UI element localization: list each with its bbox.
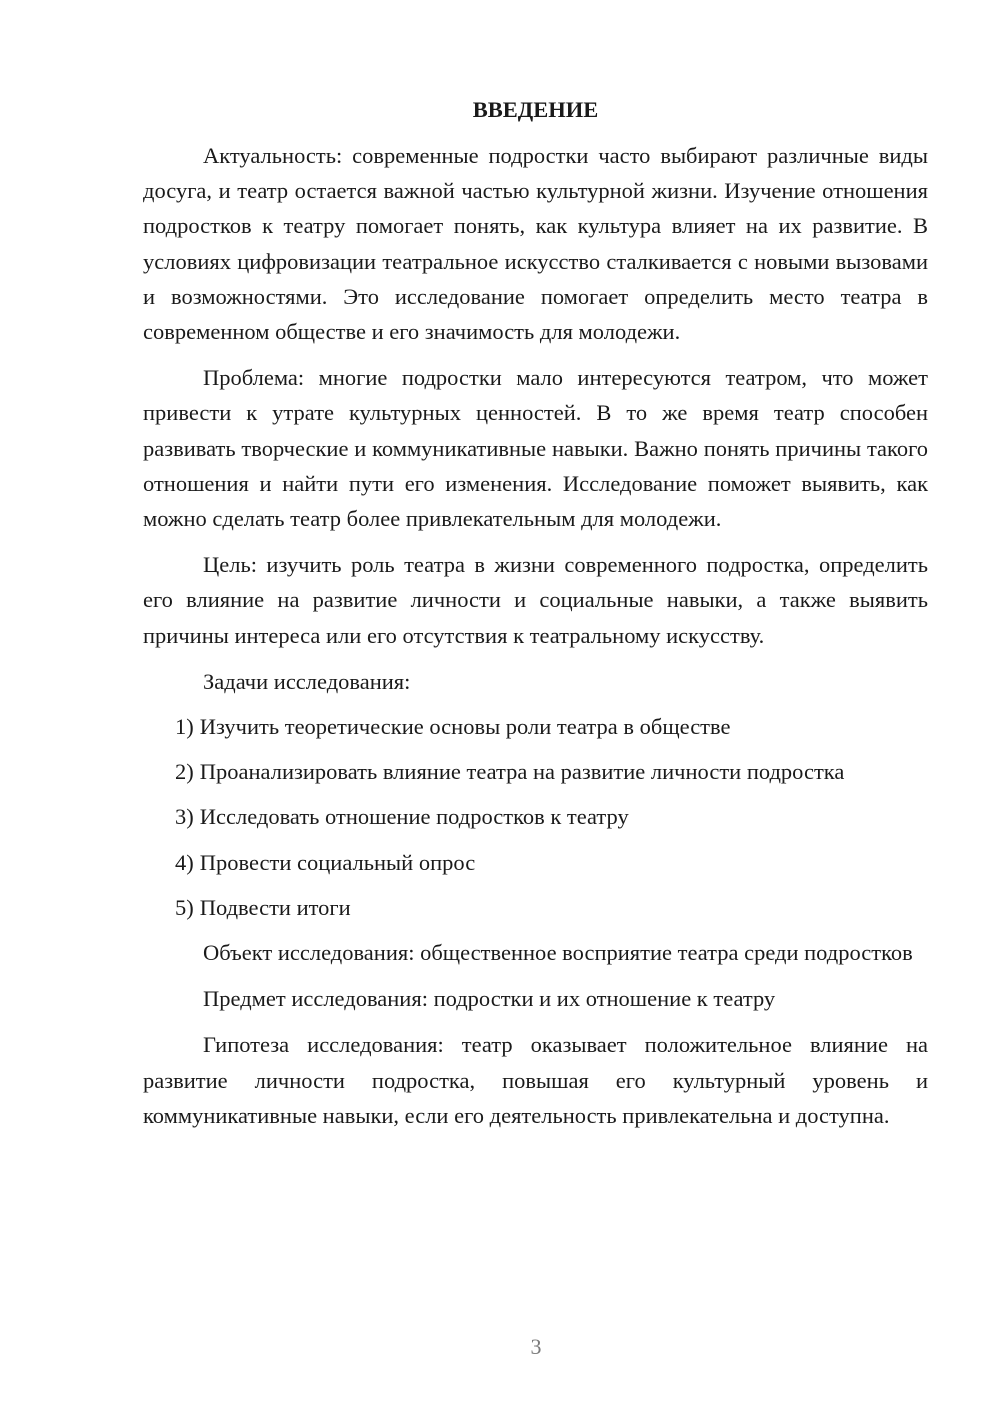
list-item [143,754,928,789]
goal-paragraph: Цель: изучить роль театра в жизни современного подростка, определить его влияние на развитие личности и социальные навыки, а также выявить причины интереса или его отсутствия к театральному искусству. [143,552,928,648]
list-item-text: Подвести итоги [199,894,351,920]
list-item-text: Изучить теоретические основы роли театра в обществе [199,714,731,740]
hypothesis-paragraph: Гипотеза исследования: театр оказывает положительное влияние на развитие личности подростка, повышая его культурный уровень и коммуникативные навыки, если его деятельность привлекательна и доступна. [143,1032,928,1128]
list-item-text: Проанализировать влияние театра на развитие личности подростка [199,759,845,785]
document-page [143,92,928,1144]
page-number: 3 [530,1334,542,1359]
list-item [143,845,928,880]
list-item [143,709,928,744]
list-item-number: 4) [175,849,194,875]
tasks-heading: Задачи исследования: [203,668,411,694]
list-item-text: Провести социальный опрос [199,849,476,875]
list-item-number: 5) [175,894,194,920]
list-item [143,799,928,834]
list-item-number: 2) [175,759,194,785]
page-title: ВВЕДЕНИЕ [472,97,599,122]
list-item-text: Исследовать отношение подростков к театру [199,804,629,830]
list-item-number: 3) [175,804,194,830]
list-item [143,890,928,925]
list-item-number: 1) [175,714,194,740]
problem-paragraph: Проблема: многие подростки мало интересуются театром, что может привести к утрате культурных ценностей. В то же время театр способен развивать творческие и коммуникативные навыки. Важно понять причины такого отношения и найти пути его изменения. Исследование поможет выявить, как можно сделать театр более привлекательным для молодежи. [143,365,928,532]
object-paragraph: Объект исследования: общественное восприятие театра среди подростков [203,940,913,966]
relevance-paragraph: Актуальность: современные подростки часто выбирают различные виды досуга, и театр остается важной частью культурной жизни. Изучение отношения подростков к театру помогает понять, как культура влияет на их развитие. В условиях цифровизации театральное искусство сталкивается с новыми вызовами и возможностями. Это исследование помогает определить место театра в современном обществе и его значимость для молодежи. [143,143,928,345]
subject-paragraph: Предмет исследования: подростки и их отношение к театру [203,986,776,1012]
tasks-list [143,709,928,925]
